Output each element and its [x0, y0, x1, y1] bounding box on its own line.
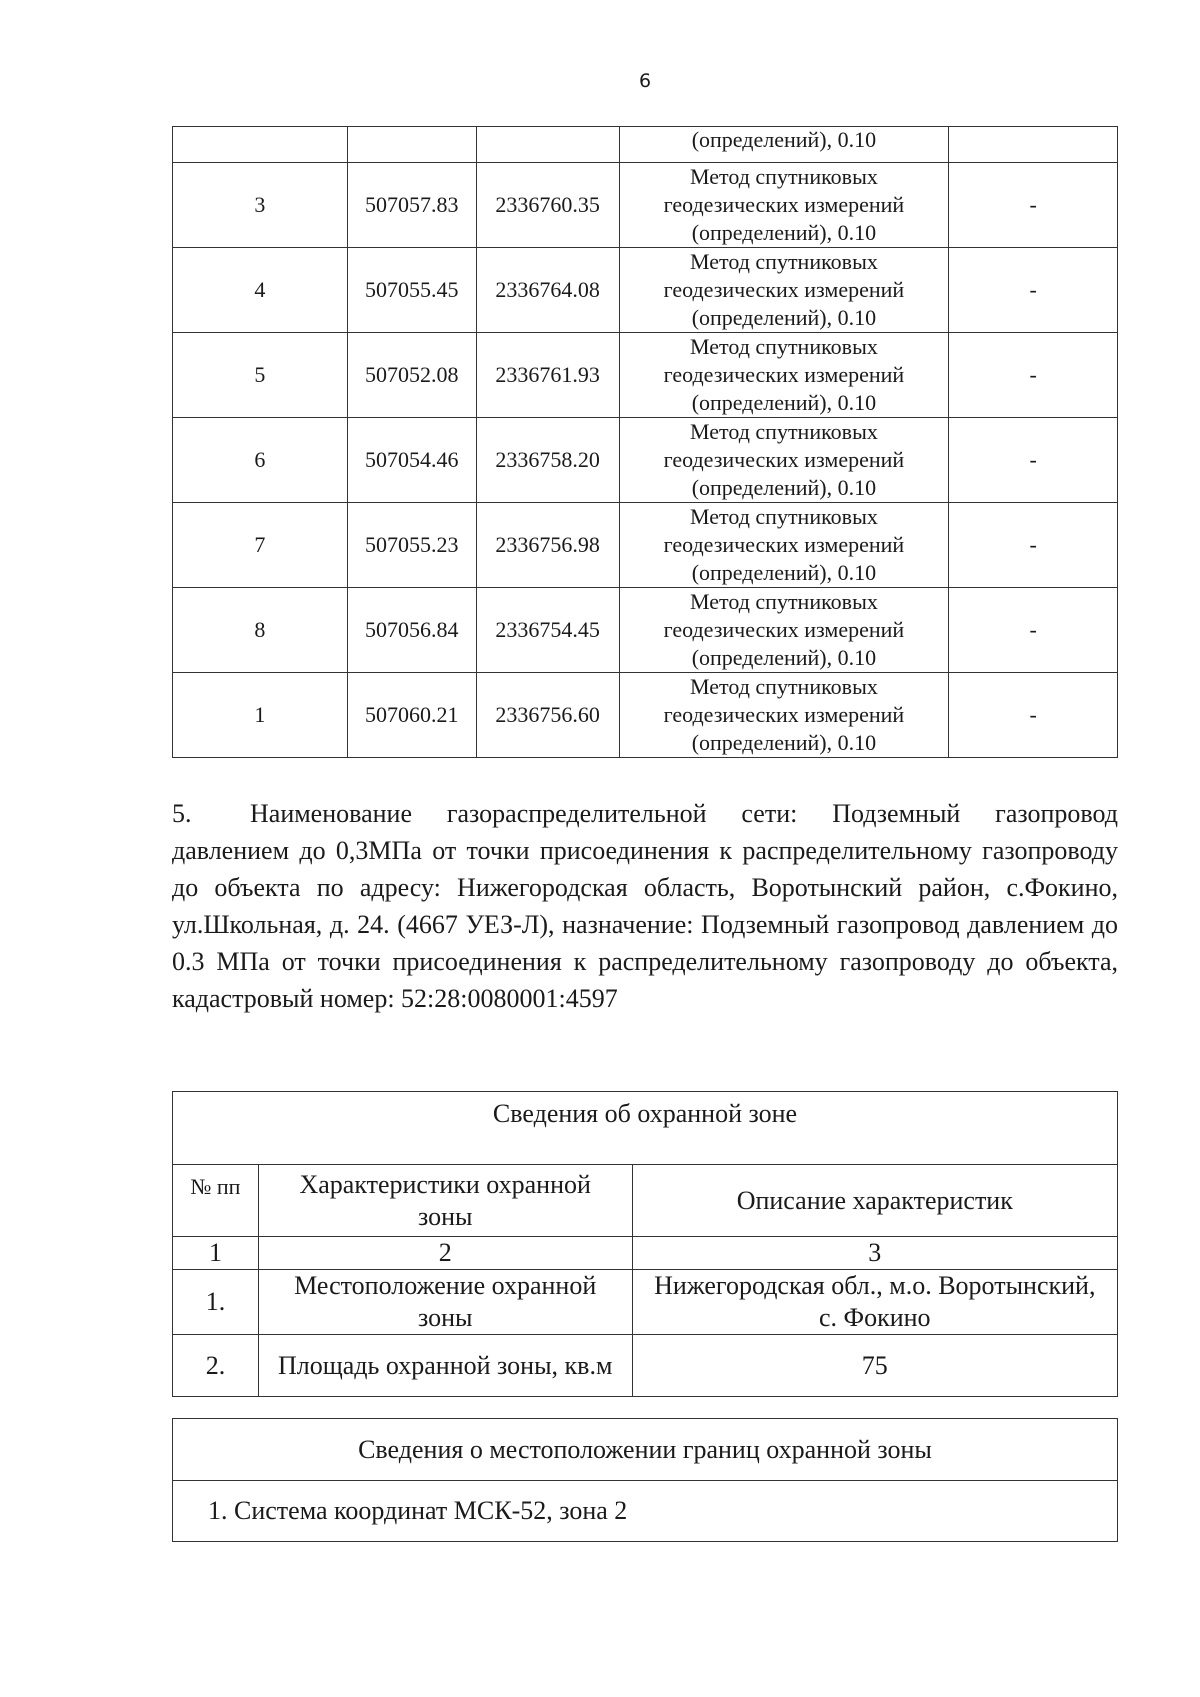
- y-coordinate-cell: 2336756.60: [476, 673, 619, 758]
- y-coordinate-cell: 2336758.20: [476, 418, 619, 503]
- method-line: геодезических измерений: [663, 362, 905, 387]
- method-line: Метод спутниковых: [689, 164, 878, 189]
- y-coordinate-cell: 2336754.45: [476, 588, 619, 673]
- column-header-description: Описание характеристик: [632, 1165, 1117, 1237]
- row-number: 1.: [173, 1270, 259, 1335]
- section-5-paragraph: [172, 795, 1118, 1017]
- table-row: [173, 503, 1118, 588]
- x-coordinate-cell: 507060.21: [347, 673, 476, 758]
- method-line: геодезических измерений: [663, 617, 905, 642]
- x-coordinate-cell: 507055.45: [347, 248, 476, 333]
- boundary-location-table: [172, 1418, 1118, 1542]
- note-cell: [949, 127, 1118, 163]
- cell-line: с. Фокино: [819, 1303, 931, 1332]
- cell-line: Нижегородская обл., м.о. Воротынский,: [654, 1271, 1096, 1300]
- method-line: Метод спутниковых: [689, 589, 878, 614]
- method-line: (определений), 0.10: [691, 305, 877, 330]
- table-row: [173, 588, 1118, 673]
- header-line: Характеристики охранной: [299, 1169, 591, 1199]
- method-cell: [619, 163, 949, 248]
- method-line: геодезических измерений: [663, 277, 905, 302]
- table-header-row: [173, 1165, 1118, 1237]
- method-line: (определений), 0.10: [691, 220, 877, 245]
- x-coordinate-cell: 507054.46: [347, 418, 476, 503]
- point-number-cell: 7: [173, 503, 348, 588]
- characteristic-cell: Площадь охранной зоны, кв.м: [258, 1335, 632, 1397]
- y-coordinate-cell: 2336764.08: [476, 248, 619, 333]
- method-line: геодезических измерений: [663, 702, 905, 727]
- method-line: Метод спутниковых: [689, 334, 878, 359]
- table-row: [173, 1481, 1118, 1542]
- point-number-cell: 5: [173, 333, 348, 418]
- note-cell: -: [949, 163, 1118, 248]
- description-cell: 75: [632, 1335, 1117, 1397]
- column-header-number: № пп: [173, 1165, 259, 1237]
- note-cell: -: [949, 333, 1118, 418]
- column-numbers-row: [173, 1237, 1118, 1270]
- method-line: Метод спутниковых: [689, 504, 878, 529]
- note-cell: -: [949, 418, 1118, 503]
- column-number: 2: [258, 1237, 632, 1270]
- method-cell: [619, 333, 949, 418]
- point-number-cell: 1: [173, 673, 348, 758]
- protection-zone-table: [172, 1091, 1118, 1397]
- section-text: Наименование газораспределительной сети: Подземный газопровод давлением до 0,3МПа от точки присоединения к распределительному газопроводу до объекта по адресу: Нижегородская область, Воротынский район, с.Фокино, ул.Школьная, д. 24. (4667 УЕЗ-Л), назначение: Подземный газопровод давлением до 0.3 МПа от точки присоединения к распределительному газопроводу до объекта, кадастровый номер: 52:28:0080001:4597: [172, 799, 1118, 1013]
- table-title-row: [173, 1092, 1118, 1165]
- table-row: [173, 248, 1118, 333]
- method-cell: [619, 503, 949, 588]
- characteristic-cell: [258, 1270, 632, 1335]
- coordinate-system-cell: 1. Система координат МСК-52, зона 2: [173, 1481, 1118, 1542]
- cell-line: зоны: [417, 1303, 473, 1332]
- page-number: 6: [638, 70, 652, 92]
- point-number-cell: 3: [173, 163, 348, 248]
- coordinates-table: [172, 126, 1118, 758]
- method-line: (определений), 0.10: [691, 560, 877, 585]
- table-row: [173, 1335, 1118, 1397]
- x-coordinate-cell: 507052.08: [347, 333, 476, 418]
- header-line: зоны: [417, 1201, 473, 1231]
- note-cell: -: [949, 588, 1118, 673]
- table-row: [173, 418, 1118, 503]
- x-coordinate-cell: 507056.84: [347, 588, 476, 673]
- note-cell: -: [949, 248, 1118, 333]
- cell-line: Местоположение охранной: [294, 1271, 597, 1300]
- method-line: (определений), 0.10: [691, 645, 877, 670]
- method-cell: [619, 673, 949, 758]
- table-row: [173, 163, 1118, 248]
- x-coordinate-cell: 507057.83: [347, 163, 476, 248]
- point-number-cell: 6: [173, 418, 348, 503]
- method-line: Метод спутниковых: [689, 674, 878, 699]
- note-cell: -: [949, 503, 1118, 588]
- y-coordinate-cell: [476, 127, 619, 163]
- point-number-cell: [173, 127, 348, 163]
- method-line: Метод спутниковых: [689, 249, 878, 274]
- point-number-cell: 4: [173, 248, 348, 333]
- column-header-characteristics: [258, 1165, 632, 1237]
- column-number: 3: [632, 1237, 1117, 1270]
- table-title-row: [173, 1419, 1118, 1481]
- method-line: (определений), 0.10: [691, 390, 877, 415]
- table-title: Сведения о местоположении границ охранной зоны: [173, 1419, 1118, 1481]
- y-coordinate-cell: 2336760.35: [476, 163, 619, 248]
- table-row: [173, 333, 1118, 418]
- row-number: 2.: [173, 1335, 259, 1397]
- method-line: геодезических измерений: [663, 447, 905, 472]
- table-row: [173, 1270, 1118, 1335]
- y-coordinate-cell: 2336756.98: [476, 503, 619, 588]
- column-number: 1: [173, 1237, 259, 1270]
- point-number-cell: 8: [173, 588, 348, 673]
- method-line: (определений), 0.10: [691, 730, 877, 755]
- method-cell: (определений), 0.10: [619, 127, 949, 163]
- section-number: 5.: [172, 799, 192, 828]
- note-cell: -: [949, 673, 1118, 758]
- method-cell: [619, 588, 949, 673]
- x-coordinate-cell: [347, 127, 476, 163]
- method-line: Метод спутниковых: [689, 419, 878, 444]
- x-coordinate-cell: 507055.23: [347, 503, 476, 588]
- method-line: (определений), 0.10: [691, 475, 877, 500]
- table-row: [173, 673, 1118, 758]
- method-line: геодезических измерений: [663, 532, 905, 557]
- description-cell: [632, 1270, 1117, 1335]
- table-row-continued: [173, 127, 1118, 163]
- y-coordinate-cell: 2336761.93: [476, 333, 619, 418]
- table-title: Сведения об охранной зоне: [173, 1092, 1118, 1165]
- method-cell: [619, 418, 949, 503]
- method-cell: [619, 248, 949, 333]
- method-line: геодезических измерений: [663, 192, 905, 217]
